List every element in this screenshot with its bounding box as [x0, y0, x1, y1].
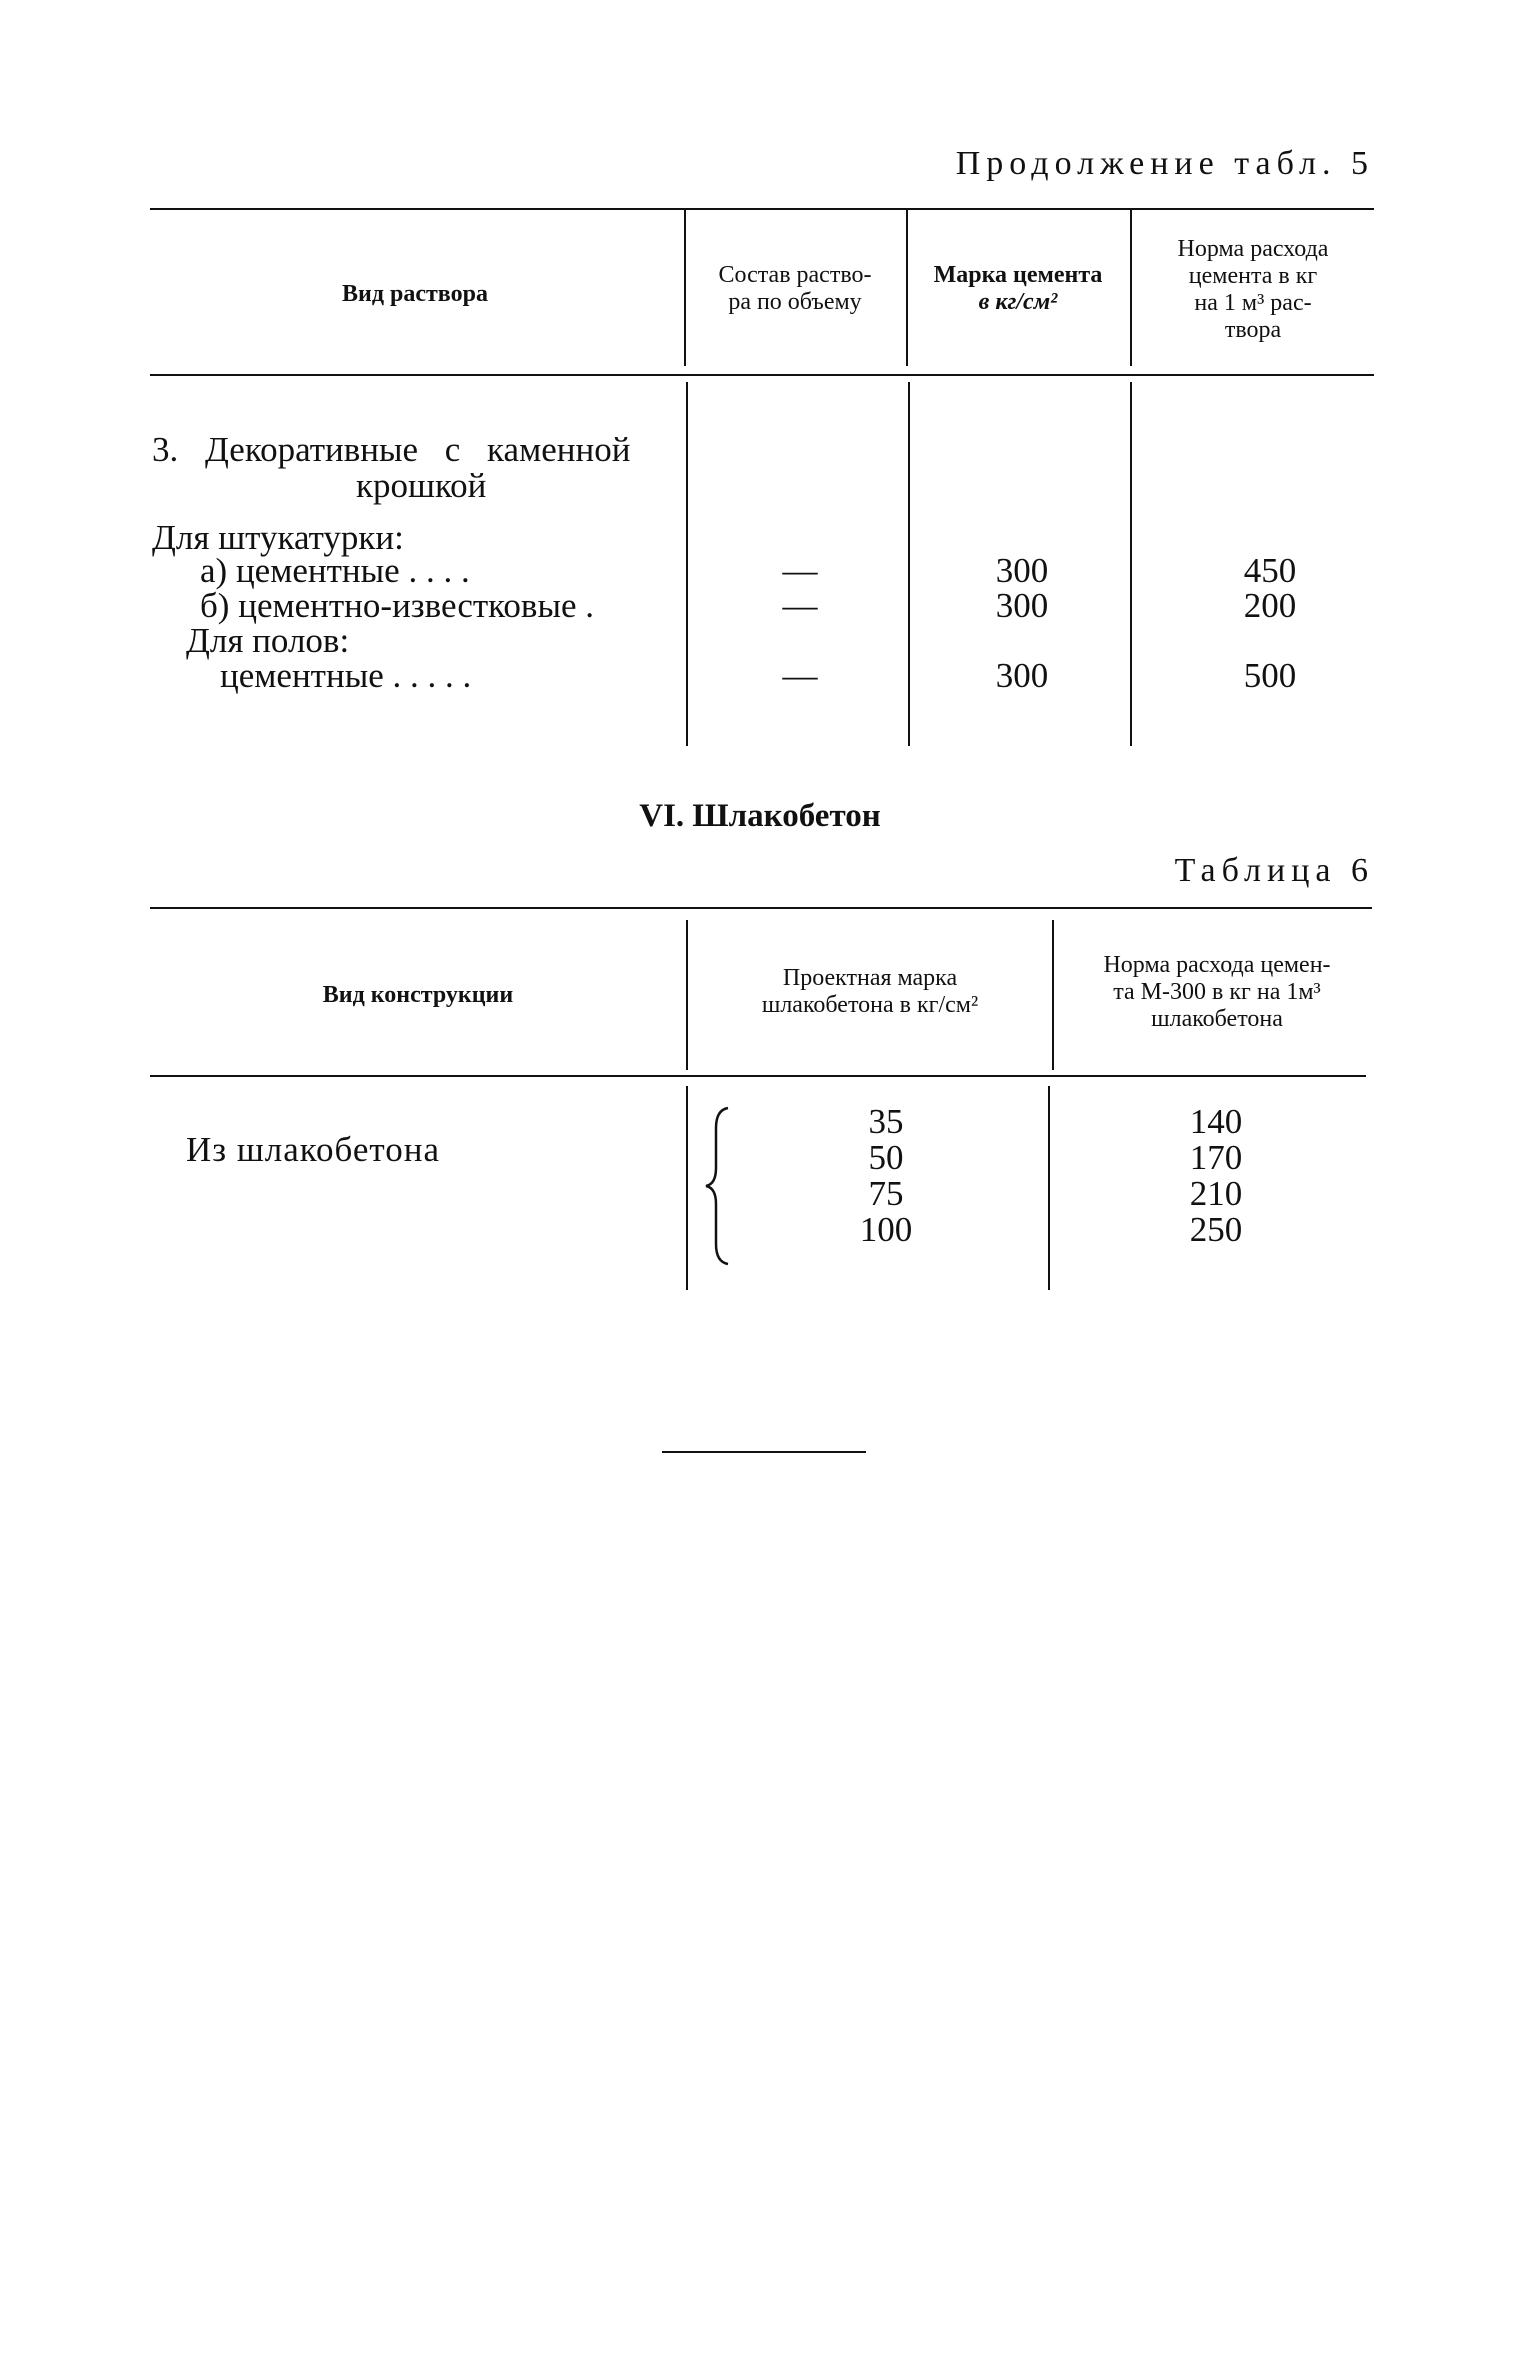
table5-header-composition: [684, 262, 906, 316]
table5-col-divider: [908, 382, 910, 746]
header-text: шлакобетона: [1151, 1006, 1283, 1032]
list-item: 140: [1189, 1102, 1243, 1141]
header-text: Состав раство-: [718, 262, 872, 288]
table6-col-divider: [1048, 1086, 1050, 1290]
table6-marks-list: [826, 1104, 946, 1248]
table5-cell-composition: —: [782, 656, 818, 695]
header-text: Норма расхода: [1177, 236, 1329, 262]
table5-col-divider: [1130, 382, 1132, 746]
table5-header-cement-mark: [906, 262, 1130, 316]
table5-header-norm: [1132, 236, 1374, 344]
section-line: крошкой: [356, 466, 487, 505]
table6-top-rule: [150, 907, 1372, 909]
list-item: 100: [859, 1210, 913, 1249]
list-item: 170: [1189, 1138, 1243, 1177]
table5-section-heading: [152, 432, 684, 504]
table6-header-norm: [1054, 952, 1380, 1033]
table6-header-rule: [150, 1075, 1366, 1077]
table5-cell-composition: —: [782, 551, 818, 590]
table5-caption: Продолжение табл. 5: [955, 145, 1374, 182]
table5-group-floors: Для полов:: [186, 621, 350, 660]
table5-cell-norm: 450: [1243, 551, 1297, 590]
header-text: шлакобетона в кг/см²: [761, 992, 979, 1018]
table6-caption: Таблица 6: [1174, 852, 1374, 889]
table6-norms-list: [1156, 1104, 1276, 1248]
header-text: ра по объему: [728, 289, 862, 315]
list-item: 75: [868, 1174, 904, 1213]
list-item: 50: [868, 1138, 904, 1177]
list-item: 210: [1189, 1174, 1243, 1213]
header-text: твора: [1224, 317, 1282, 343]
list-item: 35: [868, 1102, 904, 1141]
table5-cell-composition: —: [782, 586, 818, 625]
table5-header-rule: [150, 374, 1374, 376]
table5-cell-mark: 300: [995, 586, 1049, 625]
section-title: VI. Шлакобетон: [639, 798, 881, 834]
header-text: цемента в кг: [1188, 263, 1318, 289]
header-text: Норма расхода цемен-: [1103, 952, 1331, 978]
table5-row-label: цементные . . . . .: [220, 656, 472, 695]
header-text: в кг/см²: [978, 289, 1058, 315]
table5-cell-mark: 300: [995, 656, 1049, 695]
table5-group-plaster: Для штукатурки:: [152, 518, 404, 557]
header-text: Вид раствора: [342, 281, 488, 307]
header-text: Проектная марка: [782, 965, 958, 991]
list-item: 250: [1189, 1210, 1243, 1249]
table5-row-label: б) цементно-известковые .: [200, 586, 594, 625]
table6-header-construction: [150, 982, 686, 1009]
table5-top-rule: [150, 208, 1374, 210]
end-separator-rule: [662, 1451, 866, 1453]
curly-brace-icon: [702, 1106, 732, 1266]
table5-header-type: [150, 281, 680, 308]
header-text: Марка цемента: [933, 262, 1103, 288]
table5-row-label: а) цементные . . . .: [200, 551, 470, 590]
header-text: Вид конструкции: [322, 982, 514, 1008]
table6-header-design-mark: [688, 965, 1052, 1019]
table5-cell-norm: 500: [1243, 656, 1297, 695]
header-text: на 1 м³ рас-: [1194, 290, 1312, 316]
table5-cell-norm: 200: [1243, 586, 1297, 625]
table6-col-divider: [686, 1086, 688, 1290]
table6-row-label: Из шлакобетона: [186, 1130, 441, 1169]
table5-cell-mark: 300: [995, 551, 1049, 590]
header-text: та М-300 в кг на 1м³: [1113, 979, 1321, 1005]
table5-col-divider: [686, 382, 688, 746]
section-line: 3. Декоративные с каменной: [152, 430, 631, 469]
